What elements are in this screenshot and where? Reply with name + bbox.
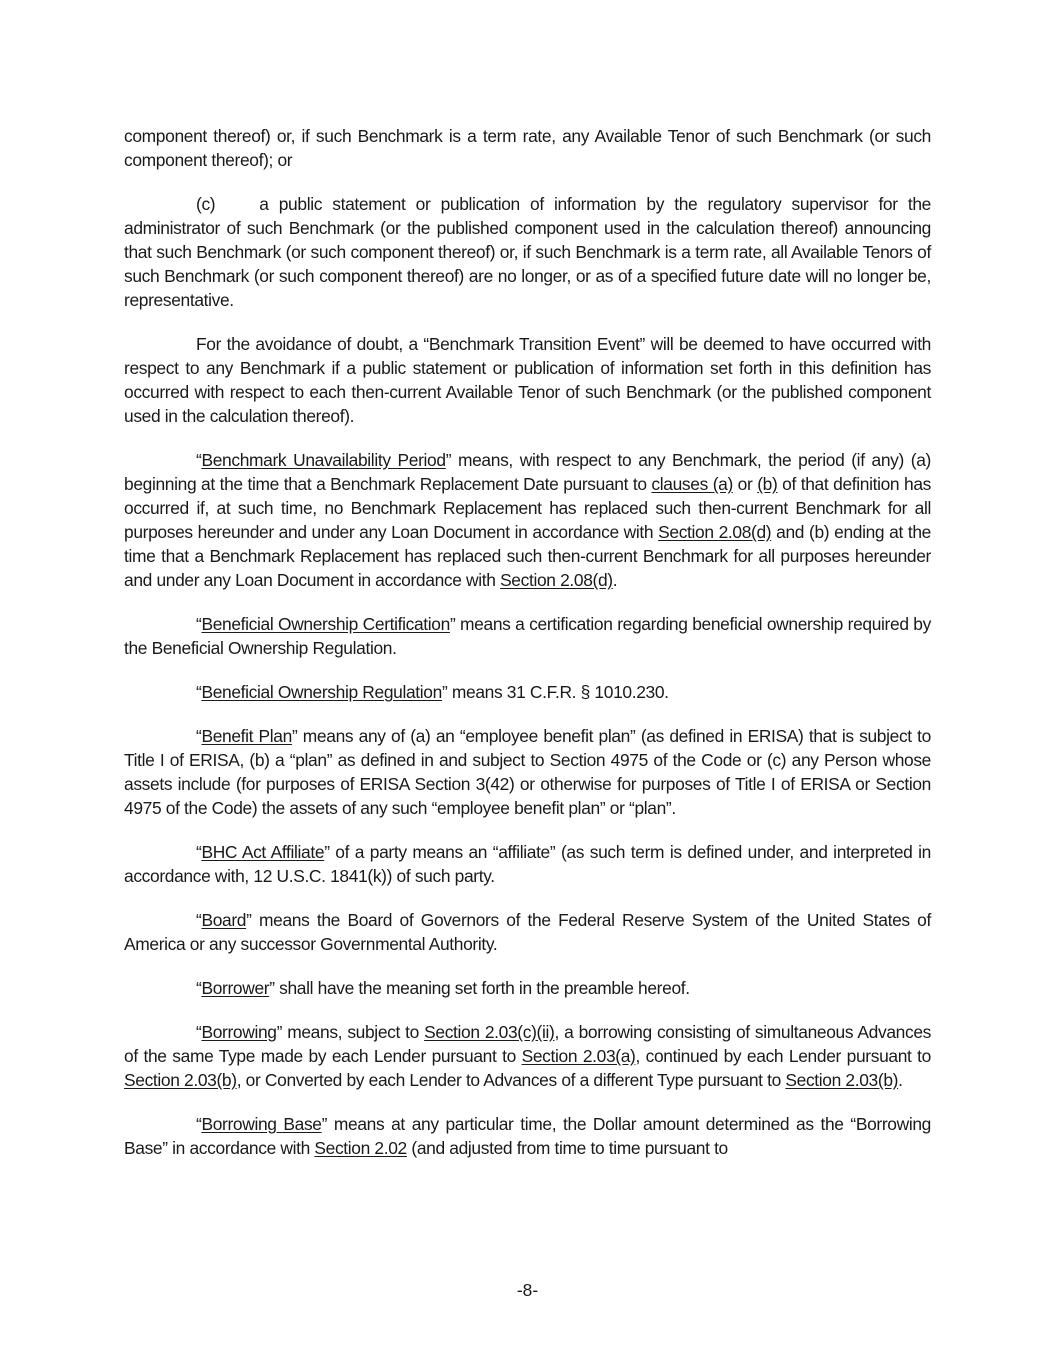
definition-bhc-act-affiliate — [124, 840, 931, 888]
paragraph-text: “ — [196, 1022, 202, 1042]
paragraph-avoidance-of-doubt — [124, 332, 931, 428]
paragraph-text: of that definition has occurred if, at such time, no Benchmark Replacement has replaced such then-current Benchmark for all purposes hereunder and under any Loan Document in accordance with — [124, 474, 931, 542]
cross-reference-link[interactable]: Beneficial Ownership Certification — [201, 614, 450, 634]
paragraph-text: . — [898, 1070, 903, 1090]
cross-reference-link[interactable]: Section 2.03(a) — [521, 1046, 636, 1066]
paragraph-text: ” shall have the meaning set forth in the preamble hereof. — [269, 978, 690, 998]
cross-reference-link[interactable]: Section 2.03(c)(ii) — [424, 1022, 555, 1042]
paragraph-text: , a borrowing consisting of simultaneous Advances of the same Type made by each Lender pursuant to — [124, 1022, 931, 1066]
cross-reference-link[interactable]: Board — [201, 910, 247, 930]
cross-reference-link[interactable]: Benchmark Unavailability Period — [201, 450, 446, 470]
cross-reference-link[interactable]: clauses (a) — [651, 474, 733, 494]
cross-reference-link[interactable]: Section 2.03(b) — [124, 1070, 237, 1090]
paragraph-text: ” means at any particular time, the Dollar amount determined as the “Borrowing Base” in accordance with — [124, 1114, 931, 1158]
definition-beneficial-ownership-regulation — [124, 680, 931, 704]
document-page — [124, 124, 931, 1160]
definition-borrower — [124, 976, 931, 1000]
paragraph-text: ” means 31 C.F.R. § 1010.230. — [441, 682, 669, 702]
paragraph-text: “ — [196, 726, 202, 746]
paragraph-text: component thereof) or, if such Benchmark is a term rate, any Available Tenor of such Benchmark (or such component thereof); or — [124, 126, 931, 170]
cross-reference-link[interactable]: Section 2.02 — [314, 1138, 407, 1158]
paragraph-text: ” means the Board of Governors of the Federal Reserve System of the United States of America or any successor Governmental Authority. — [124, 910, 931, 954]
definition-benchmark-unavailability-period — [124, 448, 931, 592]
cross-reference-link[interactable]: (b) — [757, 474, 778, 494]
cross-reference-link[interactable]: Borrowing — [201, 1022, 277, 1042]
paragraph-text: and (b) ending at the time that a Benchmark Replacement has replaced such then-current Benchmark for all purposes hereunder and under any Loan Document in accordance with — [124, 522, 931, 590]
paragraph-continuation — [124, 124, 931, 172]
definition-benefit-plan — [124, 724, 931, 820]
paragraph-text: . — [612, 570, 618, 590]
paragraph-text: “ — [196, 614, 202, 634]
cross-reference-link[interactable]: Benefit Plan — [201, 726, 292, 746]
cross-reference-link[interactable]: Beneficial Ownership Regulation — [201, 682, 442, 702]
cross-reference-link[interactable]: BHC Act Affiliate — [201, 842, 325, 862]
definition-board — [124, 908, 931, 956]
paragraph-text: ” means a certification regarding beneficial ownership required by the Beneficial Ownership Regulation. — [124, 614, 931, 658]
paragraph-text: (and adjusted from time to time pursuant to — [406, 1138, 728, 1158]
paragraph-clause-c — [124, 192, 931, 312]
definition-beneficial-ownership-certification — [124, 612, 931, 660]
cross-reference-link[interactable]: Section 2.08(d) — [500, 570, 613, 590]
paragraph-text: ” means, subject to — [276, 1022, 425, 1042]
cross-reference-link[interactable]: Section 2.08(d) — [658, 522, 772, 542]
paragraph-text: “ — [196, 682, 202, 702]
clause-label: (c) — [196, 194, 216, 214]
paragraph-text: , continued by each Lender pursuant to — [635, 1046, 931, 1066]
definition-borrowing — [124, 1020, 931, 1092]
paragraph-text: a public statement or publication of information by the regulatory supervisor for the administrator of such Benchmark (or the published component used in the calculation thereof) announcing that such Benchmark (or such component thereof) or, if such Benchmark is a term rate, all Available Tenors of such Benchmark (or such component thereof) are no longer, or as of a specified future date will no longer be, representative. — [124, 194, 931, 310]
paragraph-text: “ — [196, 450, 202, 470]
paragraph-text: or — [732, 474, 758, 494]
paragraph-text: ” of a party means an “affiliate” (as such term is defined under, and interpreted in accordance with, 12 U.S.C. 1841(k)) of such party. — [124, 842, 931, 886]
cross-reference-link[interactable]: Section 2.03(b) — [785, 1070, 899, 1090]
paragraph-text: “ — [196, 978, 202, 998]
paragraph-text: , or Converted by each Lender to Advances of a different Type pursuant to — [236, 1070, 786, 1090]
paragraph-text: “ — [196, 842, 202, 862]
paragraph-text: ” means any of (a) an “employee benefit plan” (as defined in ERISA) that is subject to Title I of ERISA, (b) a “plan” as defined in and subject to Section 4975 of the Code or (c) any Person whose assets include (for purposes of ERISA Section 3(42) or otherwise for purposes of Title I of ERISA or Section 4975 of the Code) the assets of any such “employee benefit plan” or “plan”. — [124, 726, 931, 818]
definition-borrowing-base — [124, 1112, 931, 1160]
paragraph-text: “ — [196, 1114, 202, 1134]
cross-reference-link[interactable]: Borrower — [201, 978, 270, 998]
cross-reference-link[interactable]: Borrowing Base — [201, 1114, 322, 1134]
paragraph-text: ” means, with respect to any Benchmark, the period (if any) (a) beginning at the time that a Benchmark Replacement Date pursuant to — [124, 450, 931, 494]
page-number: -8- — [516, 1280, 539, 1300]
paragraph-text: “ — [196, 910, 202, 930]
paragraph-text: For the avoidance of doubt, a “Benchmark Transition Event” will be deemed to have occurred with respect to any Benchmark if a public statement or publication of information set forth in this definition has occurred with respect to each then-current Available Tenor of such Benchmark (or the published component used in the calculation thereof). — [124, 334, 931, 426]
